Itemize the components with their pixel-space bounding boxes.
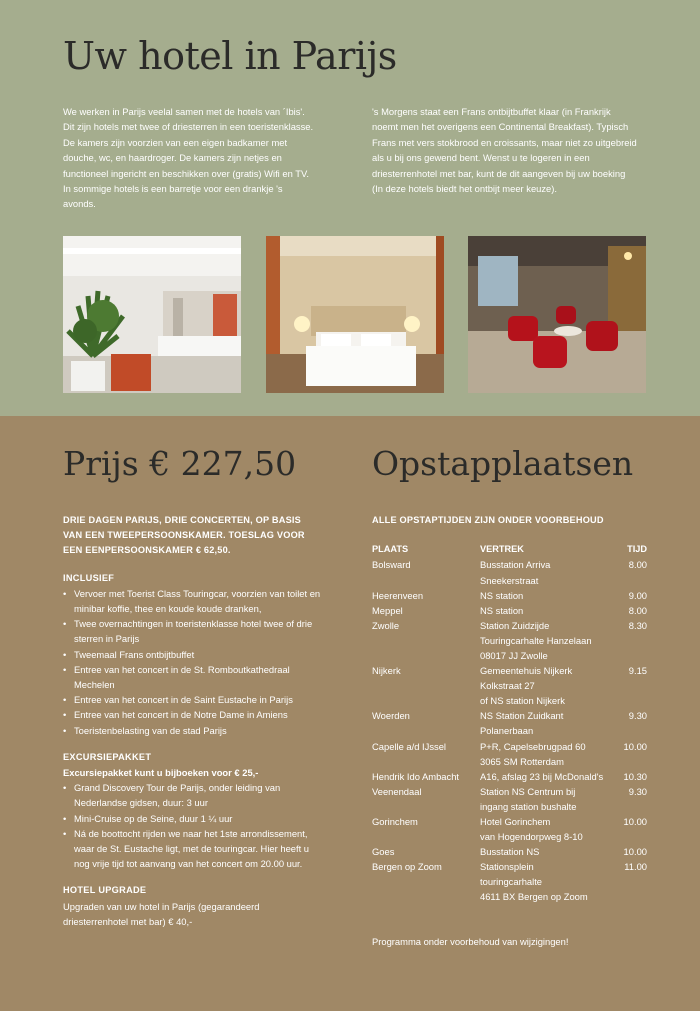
stop-time: 9.30 bbox=[628, 785, 647, 797]
stop-departure: NS station bbox=[480, 604, 524, 616]
hotel-intro-right: 's Morgens staat een Frans ontbijtbuffet klaar (in Frankrijk noemt men het overigens een Continental Breakfast). Typisch Frans met vers stokbrood en croissants, maar niet zo uitgebreid als u bij ons gewend bent. Wenst u te logeren in een driesterrenhotel met bar, kunt de dit aangeven bij uw boeking (In deze hotels biedt het ontbijt meer keuze). bbox=[372, 106, 637, 195]
column-header-place: PLAATS bbox=[372, 544, 409, 555]
stop-time: 10.00 bbox=[623, 740, 647, 752]
stop-place: Hendrik Ido Ambacht bbox=[372, 770, 460, 782]
stop-place: Veenendaal bbox=[372, 785, 422, 797]
price-lead: DRIE DAGEN PARIJS, DRIE CONCERTEN, OP BASIS VAN EEN TWEEPERSOONSKAMER. TOESLAG VOOR EEN EENPERSOONSKAMER € 62,50. bbox=[63, 515, 305, 556]
list-item: • Vervoer met Toerist Class Touringcar, voorzien van toilet en minibar koffie, thee en koude koude dranken, bbox=[63, 586, 323, 616]
stop-time: 10.30 bbox=[623, 770, 647, 782]
hotel-title: Uw hotel in Parijs bbox=[63, 34, 397, 78]
stop-time: 8.00 bbox=[628, 604, 647, 616]
table-row bbox=[372, 708, 647, 738]
stop-departure: Hotel Gorinchem van Hogendorpweg 8-10 bbox=[480, 816, 583, 843]
table-row bbox=[372, 663, 647, 708]
hotel-section bbox=[0, 0, 700, 416]
list-item: • Tweemaal Frans ontbijtbuffet bbox=[63, 647, 323, 662]
hotel-room-photo bbox=[266, 236, 444, 393]
stops-table-body bbox=[372, 557, 647, 904]
stop-place: Bergen op Zoom bbox=[372, 861, 442, 873]
stop-time: 9.15 bbox=[628, 665, 647, 677]
stop-departure: Gemeentehuis Nijkerk Kolkstraat 27 of NS station Nijkerk bbox=[480, 665, 573, 707]
column-header-time: TIJD bbox=[627, 544, 647, 555]
list-item: • Grand Discovery Tour de Parijs, onder leiding van Nederlandse gidsen, duur: 3 uur bbox=[63, 780, 323, 810]
excursion-lead: Excursiepakket kunt u bijboeken voor € 25,- bbox=[63, 767, 259, 779]
stop-departure: NS Station Zuidkant Polanerbaan bbox=[480, 710, 564, 737]
stop-departure: Station Zuidzijde Touringcarhalte Hanzelaan 08017 JJ Zwolle bbox=[480, 619, 592, 661]
stop-time: 9.30 bbox=[628, 710, 647, 722]
stop-time: 10.00 bbox=[623, 846, 647, 858]
upgrade-heading: HOTEL UPGRADE bbox=[63, 885, 147, 896]
table-row bbox=[372, 784, 647, 814]
stop-place: Woerden bbox=[372, 710, 410, 722]
hotel-intro-left: We werken in Parijs veelal samen met de hotels van ´Ibis'. Dit zijn hotels met twee of driesterren in een toeristenklasse. De kamers zijn voorzien van een eigen badkamer met douche, wc, en haardroger. De kamers zijn netjes en functioneel ingericht en beschikken over (gratis) Wifi en TV. In sommige hotels is een barretje voor een drankje 's avonds. bbox=[63, 106, 314, 210]
stop-departure: Busstation NS bbox=[480, 846, 540, 858]
stop-departure: Stationsplein touringcarhalte 4611 BX Bergen op Zoom bbox=[480, 861, 588, 903]
price-title: Prijs € 227,50 bbox=[63, 444, 297, 483]
table-row bbox=[372, 603, 647, 618]
stops-footnote: Programma onder voorbehoud van wijzigingen! bbox=[372, 935, 569, 947]
hotel-lounge-photo bbox=[468, 236, 646, 393]
stop-place: Meppel bbox=[372, 604, 403, 616]
list-item: • Twee overnachtingen in toeristenklasse hotel twee of drie sterren in Parijs bbox=[63, 616, 323, 646]
stop-place: Nijkerk bbox=[372, 665, 401, 677]
list-item: • Entree van het concert in de St. Romboutkathedraal Mechelen bbox=[63, 662, 323, 692]
inclusive-heading: INCLUSIEF bbox=[63, 572, 115, 583]
stops-note: ALLE OPSTAPTIJDEN ZIJN ONDER VOORBEHOUD bbox=[372, 515, 604, 525]
stops-table bbox=[372, 542, 647, 904]
excursion-list bbox=[63, 780, 323, 871]
table-row bbox=[372, 769, 647, 784]
excursion-heading: EXCURSIEPAKKET bbox=[63, 751, 152, 762]
table-row bbox=[372, 814, 647, 844]
table-row bbox=[372, 859, 647, 904]
price-column bbox=[63, 513, 323, 929]
stop-place: Bolsward bbox=[372, 559, 411, 571]
stop-time: 8.00 bbox=[628, 559, 647, 571]
table-row bbox=[372, 618, 647, 663]
stops-title: Opstapplaatsen bbox=[372, 444, 634, 483]
stop-time: 10.00 bbox=[623, 816, 647, 827]
list-item: • Toeristenbelasting van de stad Parijs bbox=[63, 723, 323, 738]
stop-departure: P+R, Capelsebrugpad 60 3065 SM Rotterdam bbox=[480, 740, 586, 767]
stops-column bbox=[372, 513, 647, 949]
column-header-departure: VERTREK bbox=[480, 544, 524, 555]
list-item: • Mini-Cruise op de Seine, duur 1 ¼ uur bbox=[63, 811, 323, 826]
inclusive-list bbox=[63, 586, 323, 738]
table-row bbox=[372, 739, 647, 769]
list-item: • Entree van het concert in de Notre Dame in Amiens bbox=[63, 707, 323, 722]
stop-departure: NS station bbox=[480, 589, 524, 601]
stop-time: 11.00 bbox=[624, 861, 647, 873]
list-item: • Ná de boottocht rijden we naar het 1ste arrondissement, waar de St. Eustache ligt, met de touringcar. Hier heeft u nog vrije tijd tot aanvang van het concert om 20.00 uur. bbox=[63, 826, 323, 872]
stop-departure: Station NS Centrum bij ingang station bushalte bbox=[480, 785, 577, 812]
stop-place: Gorinchem bbox=[372, 816, 418, 827]
table-row bbox=[372, 557, 647, 587]
stop-place: Goes bbox=[372, 846, 395, 858]
stop-departure: Busstation Arriva Sneekerstraat bbox=[480, 559, 551, 586]
stop-place: Zwolle bbox=[372, 619, 400, 631]
upgrade-text: Upgraden van uw hotel in Parijs (gegarandeerd driesterrenhotel met bar) € 40,- bbox=[63, 900, 260, 927]
table-row bbox=[372, 588, 647, 603]
table-header-row bbox=[372, 542, 647, 557]
stop-place: Capelle a/d IJssel bbox=[372, 740, 446, 752]
stop-time: 9.00 bbox=[628, 589, 647, 601]
list-item: • Entree van het concert in de Saint Eustache in Parijs bbox=[63, 692, 323, 707]
stop-time: 8.30 bbox=[628, 619, 647, 631]
stop-place: Heerenveen bbox=[372, 589, 424, 601]
stop-departure: A16, afslag 23 bij McDonald's bbox=[480, 770, 604, 782]
table-row bbox=[372, 844, 647, 859]
hotel-lobby-photo bbox=[63, 236, 241, 393]
